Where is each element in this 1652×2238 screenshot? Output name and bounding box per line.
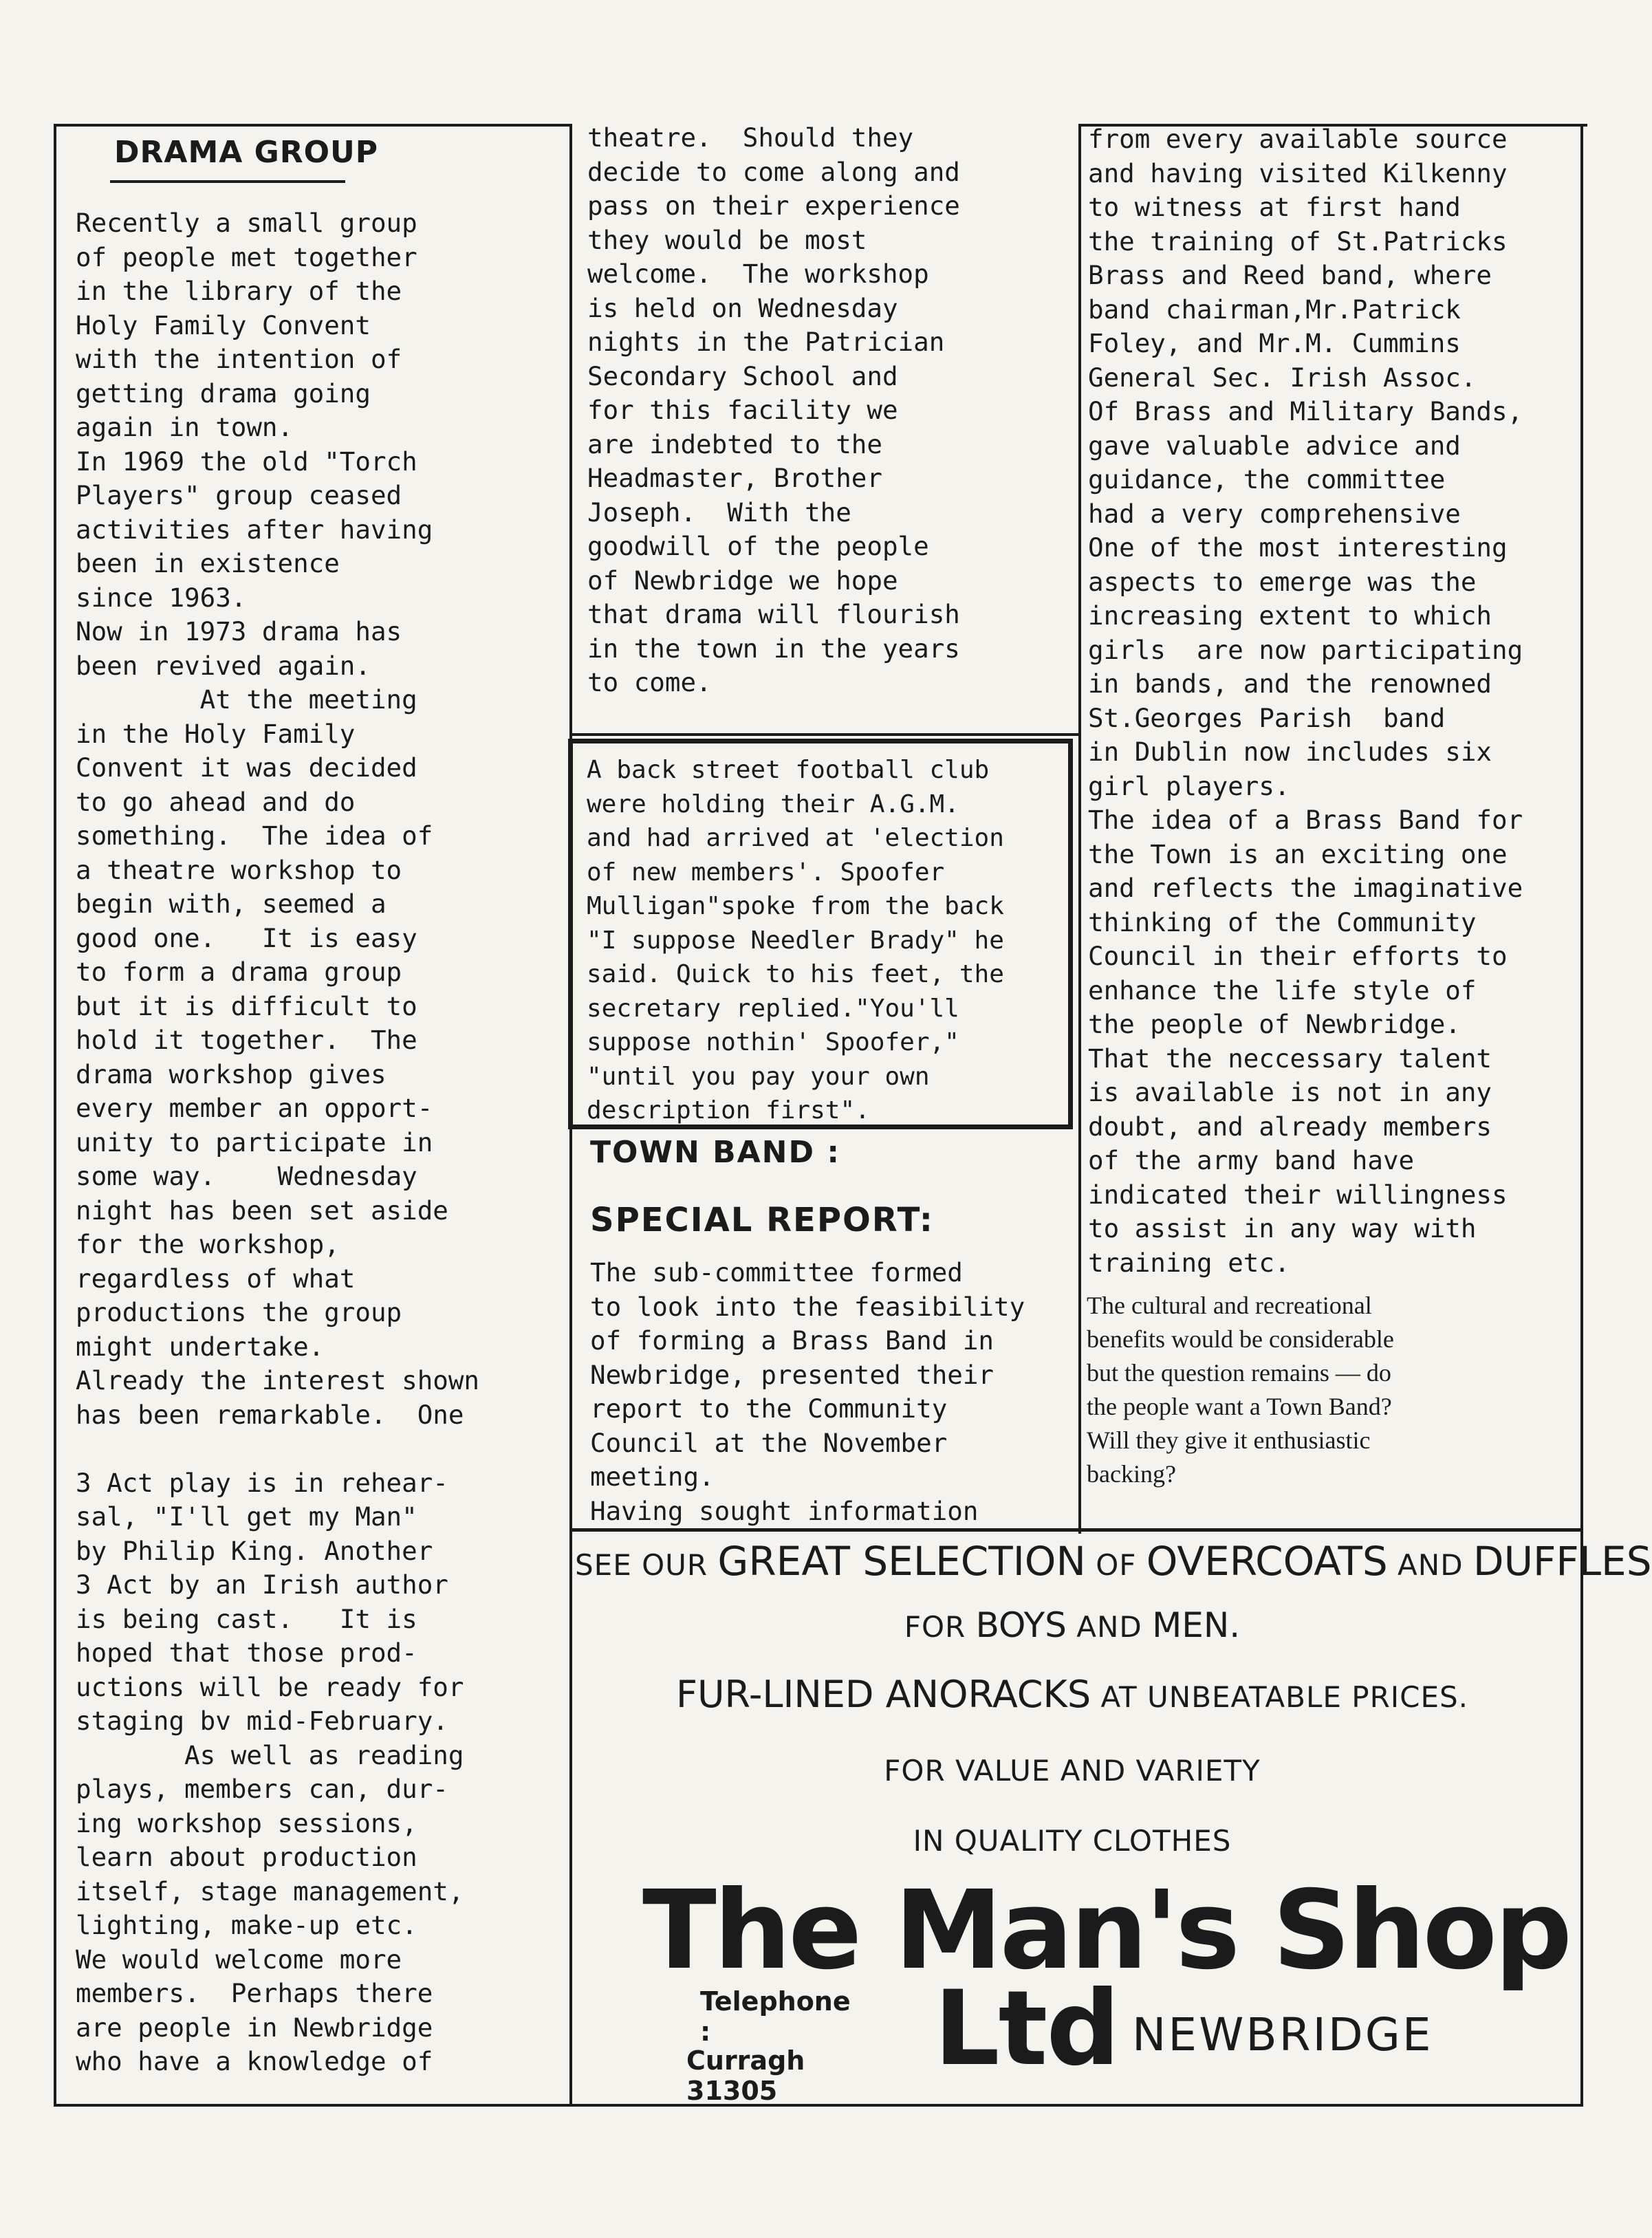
drama-line: a theatre workshop to [76, 854, 402, 885]
band-closing-paragraph [1087, 1289, 1394, 1491]
drama-continued-line: is held on Wednesday [587, 292, 898, 323]
frame-top-left [54, 124, 572, 127]
band-line: to look into the feasibility [590, 1291, 1025, 1322]
ad-text: MEN. [1152, 1605, 1241, 1645]
town-band-heading: TOWN BAND : [590, 1135, 840, 1170]
divider-drama-end [569, 733, 1081, 736]
drama-continued-line: nights in the Patrician [587, 327, 945, 357]
frame-bottom [54, 2104, 1583, 2107]
drama-line: has been remarkable. One [76, 1399, 464, 1430]
drama-line: with the intention of [76, 344, 402, 374]
drama-line: Already the interest shown [76, 1365, 479, 1395]
band-continued-line: doubt, and already members [1088, 1111, 1492, 1142]
drama-line: Now in 1973 drama has [76, 616, 402, 647]
drama-continued-line: to come. [587, 667, 712, 697]
band-closing-line: backing? [1087, 1460, 1176, 1488]
joke-line: of new members'. Spoofer [587, 858, 945, 887]
ad-line-value [575, 1754, 1569, 1788]
band-continued-line: enhance the life style of [1088, 975, 1477, 1006]
drama-line: unity to participate in [76, 1127, 433, 1158]
band-continued-line: Council in their efforts to [1088, 941, 1508, 971]
drama-line: activities after having [76, 514, 433, 545]
drama-line: As well as reading [76, 1739, 464, 1770]
drama-continued-line: Joseph. With the [587, 497, 851, 528]
drama-line: might undertake. [76, 1331, 325, 1362]
drama-line: Holy Family Convent [76, 309, 371, 340]
drama-line: in the library of the [76, 276, 402, 306]
drama-line: in the Holy Family [76, 718, 356, 749]
ad-line-overcoats [575, 1538, 1652, 1585]
ad-text: AND [1387, 1548, 1473, 1582]
drama-continued-line: decide to come along and [587, 156, 960, 187]
drama-line: At the meeting [76, 684, 417, 715]
joke-line: and had arrived at 'election [587, 824, 1004, 852]
band-continued-line: and having visited Kilkenny [1088, 157, 1508, 188]
band-continued-line: of the army band have [1088, 1145, 1415, 1175]
band-continued-line: from every available source [1088, 124, 1508, 154]
band-continued-line: The idea of a Brass Band for [1088, 805, 1523, 835]
band-continued-line: guidance, the committee [1088, 464, 1446, 495]
drama-line: Recently a small group [76, 208, 417, 238]
drama-line: lighting, make-up etc. [76, 1910, 417, 1940]
band-continued-line: in bands, and the renowned [1088, 669, 1492, 699]
joke-line: secretary replied."You'll [587, 994, 959, 1023]
ad-text: AT UNBEATABLE PRICES. [1091, 1680, 1469, 1714]
band-continued-line: One of the most interesting [1088, 532, 1508, 563]
drama-line: itself, stage management, [76, 1876, 464, 1906]
band-continued-line: band chairman,Mr.Patrick [1088, 294, 1461, 325]
band-continued-line: to witness at first hand [1088, 192, 1461, 222]
ad-text: DUFFLES [1472, 1538, 1652, 1585]
drama-line: hold it together. The [76, 1025, 417, 1055]
joke-line: "I suppose Needler Brady" he [587, 926, 1004, 955]
frame-left [54, 124, 56, 2107]
joke-box [568, 739, 1073, 1129]
band-continued-line: Foley, and Mr.M. Cummins [1088, 328, 1461, 358]
ad-line-anoracks [575, 1673, 1569, 1716]
divider-col2-col3 [1078, 124, 1081, 1534]
drama-line: productions the group [76, 1297, 402, 1327]
band-continued-line: is available is not in any [1088, 1077, 1492, 1107]
band-continued-line: the Town is an exciting one [1088, 838, 1508, 869]
joke-line: Mulligan"spoke from the back [587, 892, 1004, 920]
drama-line: begin with, seemed a [76, 889, 387, 919]
drama-continued-line: Secondary School and [587, 360, 898, 391]
drama-continued-line: for this facility we [587, 395, 898, 425]
special-report-heading: SPECIAL REPORT: [590, 1201, 934, 1239]
ad-text: OF [1085, 1548, 1146, 1582]
band-continued-line: to assist in any way with [1088, 1213, 1477, 1243]
ad-text: SEE OUR [575, 1548, 718, 1582]
band-continued-line: the training of St.Patricks [1088, 226, 1508, 257]
drama-line: been in existence [76, 548, 340, 578]
frame-right-lower [1580, 1534, 1583, 2107]
band-line: Having sought information [590, 1495, 979, 1526]
ad-text: GREAT SELECTION [717, 1538, 1086, 1585]
drama-line: In 1969 the old "Torch [76, 446, 417, 477]
band-continued-line: Of Brass and Military Bands, [1088, 396, 1523, 426]
drama-continued-line: goodwill of the people [587, 531, 929, 561]
drama-continued-line: Headmaster, Brother [587, 463, 882, 493]
ad-text: FOR VALUE AND VARIETY [884, 1754, 1261, 1788]
ad-line-quality [575, 1824, 1569, 1858]
drama-line: but it is difficult to [76, 990, 417, 1021]
drama-continued-line: are indebted to the [587, 428, 882, 459]
drama-continued-line: of Newbridge we hope [587, 565, 898, 596]
band-continued-line: gave valuable advice and [1088, 430, 1461, 461]
band-closing-line: The cultural and recreational [1087, 1292, 1372, 1319]
band-continued-line: Brass and Reed band, where [1088, 260, 1492, 290]
drama-line: Players" group ceased [76, 480, 402, 510]
joke-line: said. Quick to his feet, the [587, 960, 1004, 988]
drama-continued-line: in the town in the years [587, 633, 960, 664]
band-closing-line: the people want a Town Band? [1087, 1393, 1392, 1420]
band-continued-line: increasing extent to which [1088, 600, 1492, 631]
band-line: Newbridge, presented their [590, 1359, 994, 1390]
band-closing-line: Will they give it enthusiastic [1087, 1426, 1371, 1454]
drama-line: plays, members can, dur- [76, 1774, 448, 1804]
joke-line: description first". [587, 1096, 870, 1125]
drama-line: Convent it was decided [76, 752, 417, 783]
ad-text: FOR [904, 1610, 976, 1644]
drama-line: been revived again. [76, 650, 371, 681]
telephone-label: Telephone : [700, 1986, 851, 2047]
drama-line: sal, "I'll get my Man" [76, 1501, 417, 1532]
drama-line: 3 Act by an Irish author [76, 1569, 448, 1600]
shop-ltd: Ltd [934, 1969, 1119, 2089]
band-continued-line: thinking of the Community [1088, 906, 1477, 937]
band-line: report to the Community [590, 1393, 948, 1424]
frame-right [1580, 124, 1583, 1534]
drama-line: getting drama going [76, 378, 371, 409]
band-continued-line: girls are now participating [1088, 634, 1523, 665]
joke-line: were holding their A.G.M. [587, 790, 959, 818]
band-closing-line: benefits would be considerable [1087, 1325, 1394, 1353]
band-continued-line: had a very comprehensive [1088, 498, 1461, 529]
band-continued-line: aspects to emerge was the [1088, 566, 1477, 597]
ad-text: IN QUALITY CLOTHES [913, 1824, 1232, 1858]
drama-line: staging bv mid-February. [76, 1706, 448, 1736]
telephone-number: Curragh 31305 [686, 2045, 805, 2106]
band-continued-line: girl players. [1088, 770, 1290, 801]
drama-line: something. The idea of [76, 821, 433, 851]
drama-line: to go ahead and do [76, 786, 356, 817]
drama-continued-column [587, 121, 960, 700]
band-continued-line: General Sec. Irish Assoc. [1088, 362, 1477, 393]
shop-name: The Man's Shop [642, 1867, 1570, 1994]
band-closing-line: but the question remains — do [1087, 1359, 1391, 1387]
band-line: of forming a Brass Band in [590, 1325, 994, 1356]
ad-text: FUR-LINED ANORACKS [675, 1673, 1091, 1716]
drama-line: learn about production [76, 1842, 417, 1872]
drama-line: by Philip King. Another [76, 1535, 433, 1566]
drama-continued-line: pass on their experience [587, 191, 960, 221]
drama-continued-line: that drama will flourish [587, 599, 960, 629]
band-continued-line: in Dublin now includes six [1088, 737, 1492, 767]
drama-line: every member an opport- [76, 1093, 433, 1123]
band-line: meeting. [590, 1462, 715, 1492]
band-continued-line: and reflects the imaginative [1088, 873, 1523, 903]
ad-text: AND [1066, 1610, 1153, 1644]
joke-line: A back street football club [587, 756, 990, 784]
band-continued-line: the people of Newbridge. [1088, 1009, 1461, 1039]
drama-line: drama workshop gives [76, 1058, 387, 1089]
band-continued-line: That the neccessary talent [1088, 1043, 1492, 1074]
drama-group-title: DRAMA GROUP [114, 135, 378, 170]
band-line: The sub-committee formed [590, 1257, 963, 1288]
drama-line: regardless of what [76, 1263, 356, 1294]
joke-line: "until you pay your own [587, 1062, 930, 1091]
band-line: Council at the November [590, 1427, 948, 1458]
drama-continued-line: they would be most [587, 224, 867, 255]
drama-line: some way. Wednesday [76, 1161, 417, 1191]
drama-title-underline [110, 180, 345, 183]
drama-line: is being cast. It is [76, 1603, 417, 1634]
divider-ad-top [569, 1528, 1583, 1532]
drama-line: to form a drama group [76, 957, 402, 987]
drama-line: who have a knowledge of [76, 2046, 433, 2076]
drama-line: for the workshop, [76, 1229, 340, 1259]
shop-town: NEWBRIDGE [1132, 2008, 1433, 2061]
drama-line: We would welcome more [76, 1944, 402, 1975]
drama-line: good one. It is easy [76, 922, 417, 953]
drama-article-column [76, 206, 479, 2079]
drama-line: 3 Act play is in rehear- [76, 1467, 448, 1498]
drama-line: ing workshop sessions, [76, 1807, 417, 1838]
band-continued-line: training etc. [1088, 1247, 1290, 1278]
ad-text: BOYS [975, 1605, 1067, 1645]
drama-line: uctions will be ready for [76, 1671, 464, 1702]
drama-continued-line: welcome. The workshop [587, 259, 929, 289]
drama-line: hoped that those prod- [76, 1638, 417, 1668]
drama-line: night has been set aside [76, 1195, 448, 1226]
band-report-column [590, 1256, 1025, 1528]
ad-line-boys-men [575, 1605, 1569, 1645]
band-continued-line: St.Georges Parish band [1088, 702, 1446, 733]
drama-line: since 1963. [76, 582, 247, 613]
drama-line: of people met together [76, 241, 417, 272]
drama-line: members. Perhaps there [76, 1978, 433, 2008]
drama-line [76, 1432, 479, 1466]
drama-line: are people in Newbridge [76, 2012, 433, 2043]
joke-line: suppose nothin' Spoofer," [587, 1028, 959, 1056]
band-continued-line: indicated their willingness [1088, 1179, 1508, 1210]
drama-line: again in town. [76, 412, 294, 442]
ad-text: OVERCOATS [1146, 1538, 1388, 1585]
band-continued-column [1088, 122, 1523, 1280]
drama-continued-line: theatre. Should they [587, 122, 914, 153]
